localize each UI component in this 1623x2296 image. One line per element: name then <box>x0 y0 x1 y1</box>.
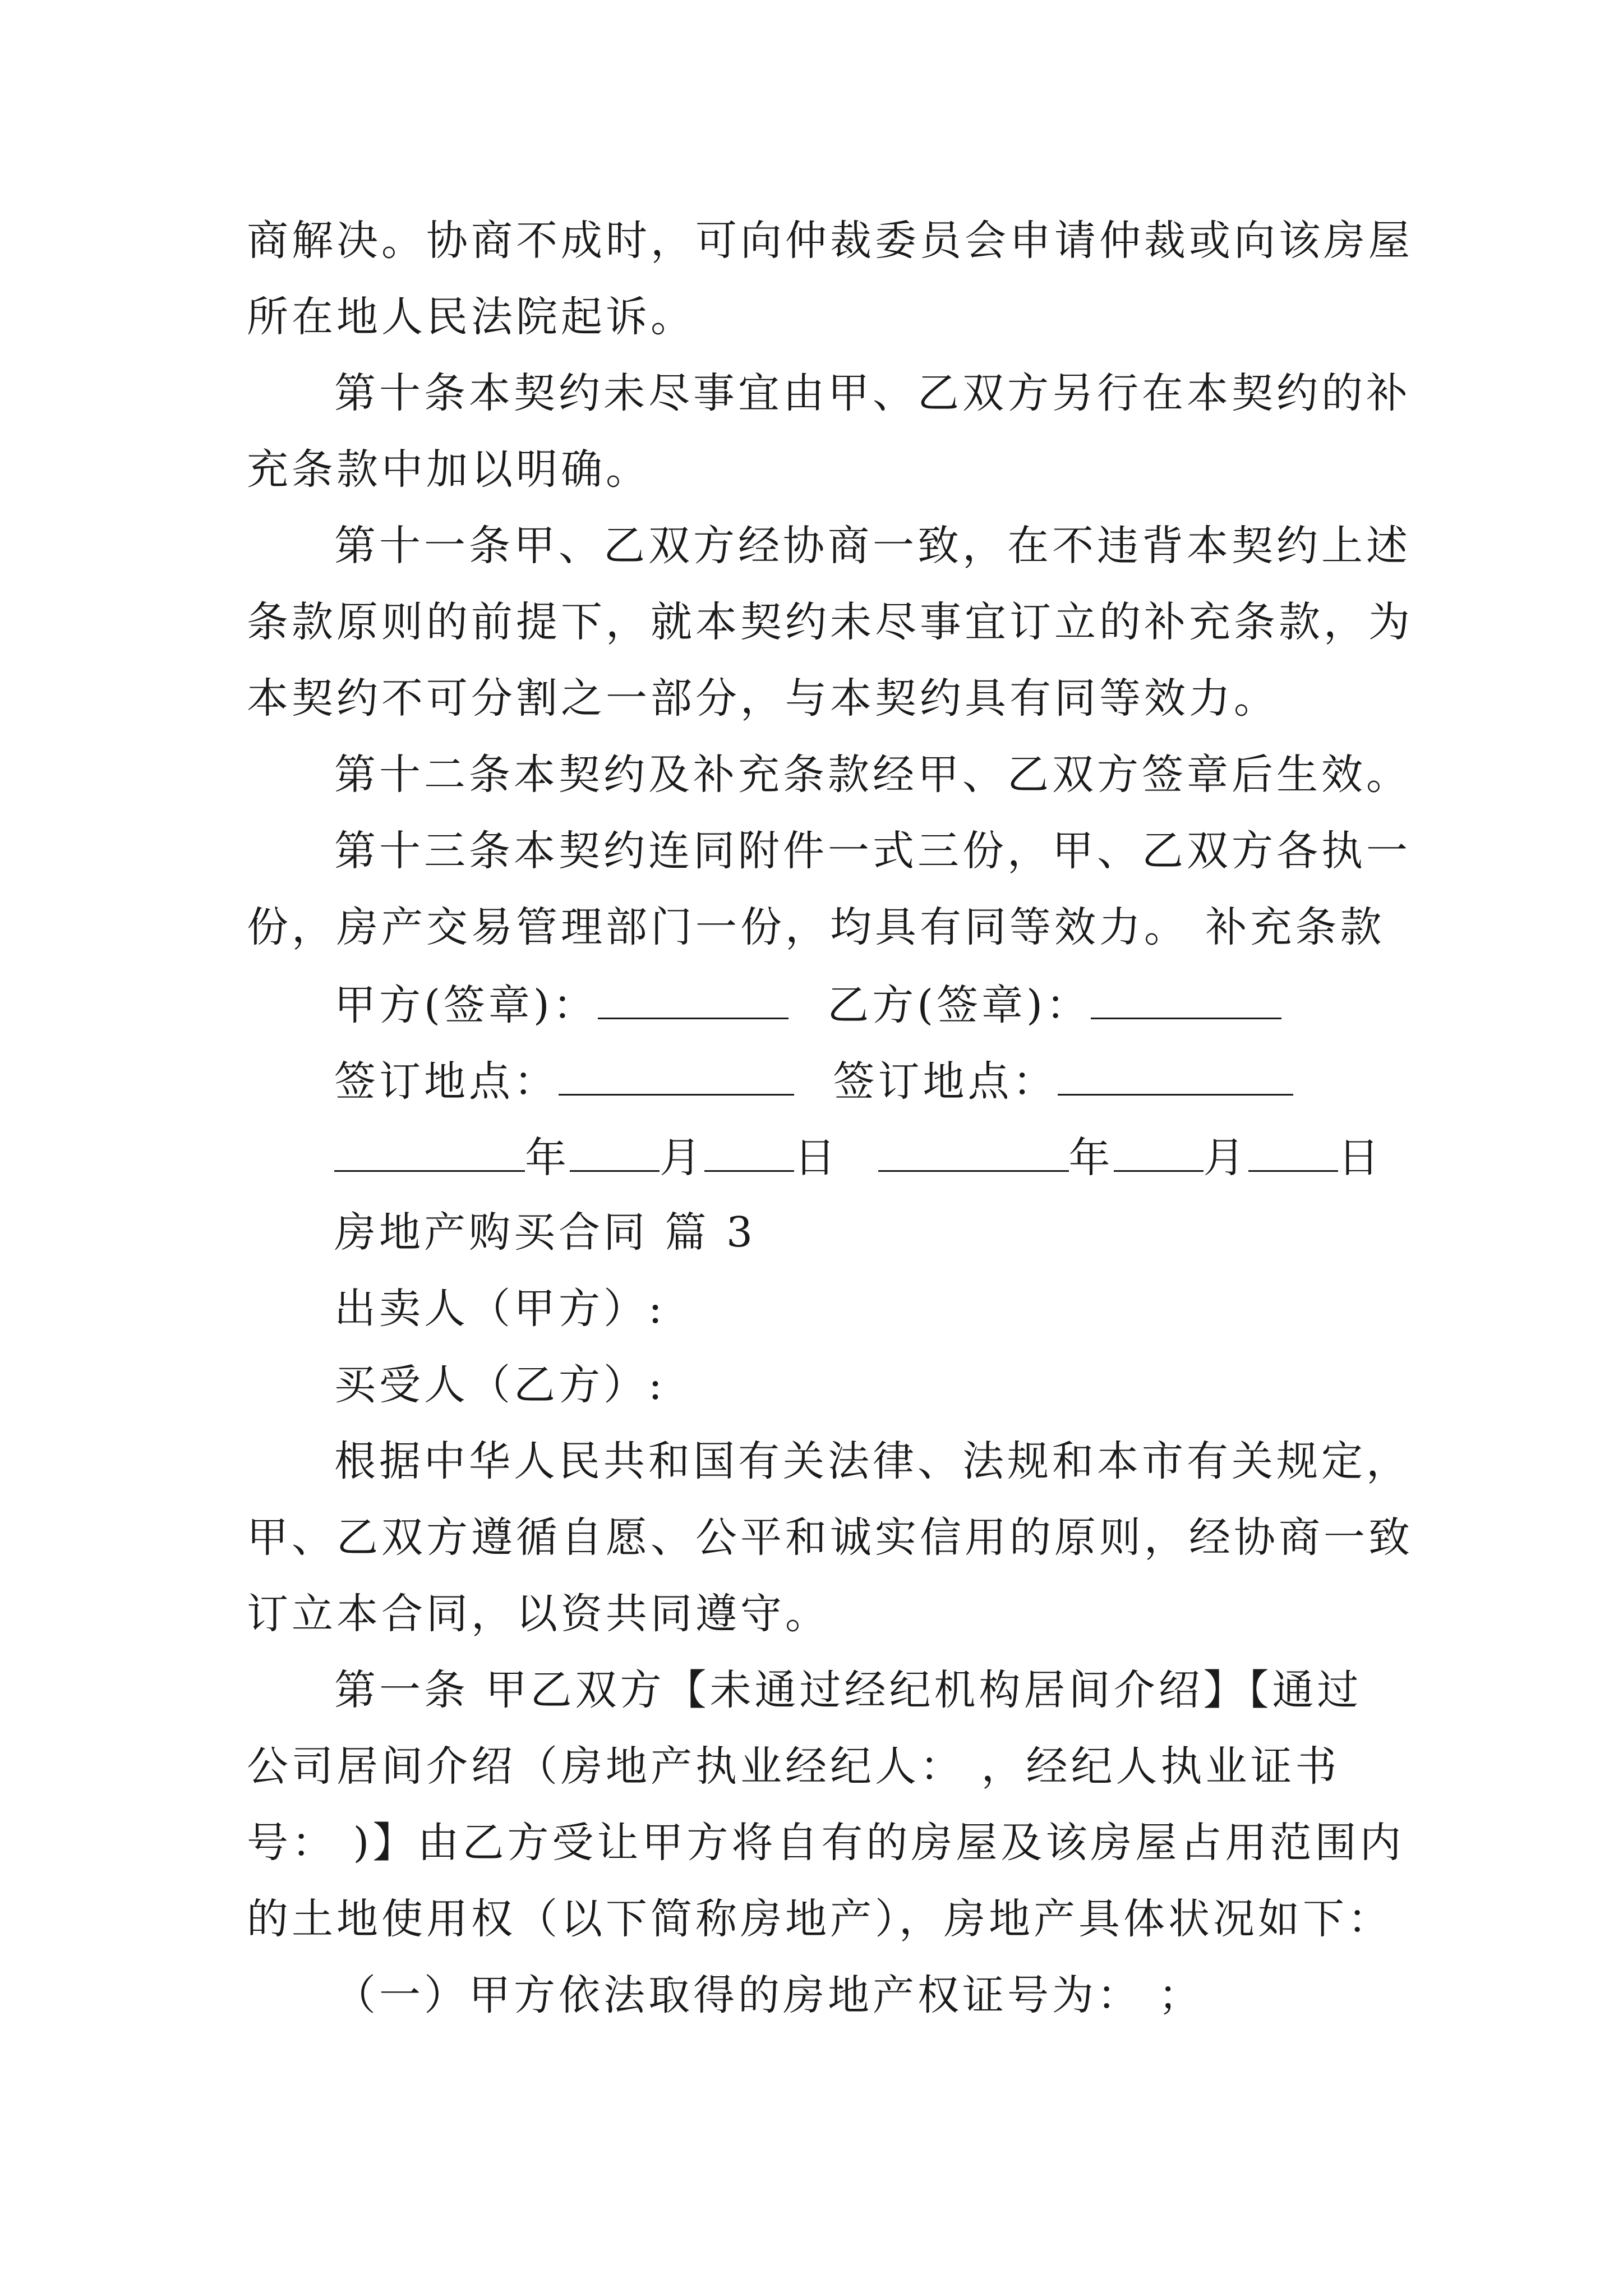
text-line: 第十一条甲、乙双方经协商一致，在不违背本契约上述 <box>334 522 1411 570</box>
text-line: 第一条 甲乙双方【未通过经纪机构居间介绍】【通过 <box>334 1666 1362 1714</box>
party-a-signature-blank[interactable] <box>598 983 789 1019</box>
year-a-label: 年 <box>525 1134 570 1182</box>
text-line: 的土地使用权（以下简称房地产），房地产具体状况如下： <box>247 1895 1393 1943</box>
place-b-blank[interactable] <box>1058 1059 1293 1096</box>
seller-line: 出卖人（甲方）: <box>334 1285 666 1333</box>
signature-row <box>334 981 1281 1029</box>
day-a-label: 日 <box>794 1134 839 1182</box>
place-b-label: 签订地点： <box>833 1057 1058 1106</box>
text-line: 公司居间介绍（房地产执业经纪人： ，经纪人执业证书 <box>247 1742 1340 1791</box>
place-a-label: 签订地点： <box>334 1057 559 1106</box>
text-line: 号： )】由乙方受让甲方将自有的房屋及该房屋占用范围内 <box>247 1819 1405 1867</box>
text-line: 本契约不可分割之一部分，与本契约具有同等效力。 <box>247 674 1279 723</box>
year-b-blank[interactable] <box>878 1135 1069 1172</box>
text-line: 条款原则的前提下，就本契约未尽事宜订立的补充条款，为 <box>247 598 1413 646</box>
section-heading: 房地产购买合同 篇 3 <box>334 1208 757 1257</box>
text-line: 充条款中加以明确。 <box>247 445 651 494</box>
party-b-signature-blank[interactable] <box>1091 983 1281 1019</box>
day-b-blank[interactable] <box>1248 1135 1338 1172</box>
text-line: 第十三条本契约连同附件一式三份，甲、乙双方各执一 <box>334 827 1411 875</box>
month-a-label: 月 <box>660 1134 704 1182</box>
month-a-blank[interactable] <box>570 1135 660 1172</box>
day-a-blank[interactable] <box>704 1135 794 1172</box>
year-a-blank[interactable] <box>334 1135 525 1172</box>
text-line: 甲、乙双方遵循自愿、公平和诚实信用的原则，经协商一致 <box>247 1513 1413 1562</box>
text-line: 第十二条本契约及补充条款经甲、乙双方签章后生效。 <box>334 751 1411 799</box>
text-line: 所在地人民法院起诉。 <box>247 293 695 341</box>
signing-place-row <box>334 1057 1293 1106</box>
text-line: 第十条本契约未尽事宜由甲、乙双方另行在本契约的补 <box>334 369 1411 417</box>
text-line: 份，房产交易管理部门一份，均具有同等效力。 补充条款 <box>247 903 1385 951</box>
text-line: 根据中华人民共和国有关法律、法规和本市有关规定， <box>334 1437 1411 1485</box>
month-b-label: 月 <box>1203 1134 1248 1182</box>
text-line: 订立本合同，以资共同遵守。 <box>247 1590 830 1638</box>
party-a-signature-label: 甲方(签章)： <box>334 981 598 1029</box>
day-b-label: 日 <box>1338 1134 1383 1182</box>
buyer-line: 买受人（乙方）: <box>334 1361 666 1409</box>
date-row <box>334 1134 1383 1182</box>
text-line: （一）甲方依法取得的房地产权证号为： ； <box>334 1971 1204 2019</box>
party-b-signature-label: 乙方(签章)： <box>827 981 1091 1029</box>
month-b-blank[interactable] <box>1114 1135 1204 1172</box>
place-a-blank[interactable] <box>559 1059 794 1096</box>
year-b-label: 年 <box>1068 1134 1114 1182</box>
text-line: 商解决。协商不成时，可向仲裁委员会申请仲裁或向该房屋 <box>247 217 1413 265</box>
